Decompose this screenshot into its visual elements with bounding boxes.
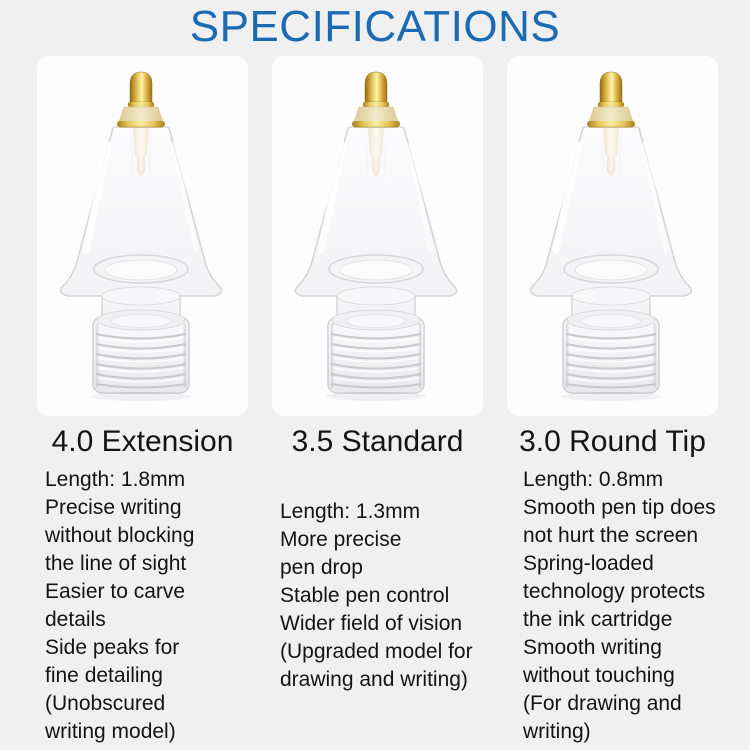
spec-line: Length: 1.8mm bbox=[45, 468, 186, 491]
spec-line: Side peaks for bbox=[45, 636, 180, 659]
pen-nib-illustration bbox=[508, 60, 718, 410]
spec-line: Stable pen control bbox=[280, 584, 450, 607]
gold-collar bbox=[354, 107, 398, 122]
product-column bbox=[272, 56, 483, 746]
spec-line: not hurt the screen bbox=[523, 524, 699, 547]
spec-line: (Upgraded model for bbox=[280, 640, 473, 663]
product-name: 4.0 Extension bbox=[51, 425, 234, 458]
product-specs bbox=[507, 466, 718, 746]
spec-line: the line of sight bbox=[45, 552, 187, 575]
spec-line: Smooth pen tip does bbox=[523, 496, 716, 519]
spec-line: (Unobscured bbox=[45, 692, 166, 715]
spec-line: Easier to carve bbox=[45, 580, 186, 603]
product-name: 3.5 Standard bbox=[291, 425, 464, 458]
spec-line: drawing and writing) bbox=[280, 668, 468, 691]
product-image-card bbox=[272, 56, 483, 416]
spec-line: More precise bbox=[280, 528, 402, 551]
gold-bullet-tip bbox=[130, 72, 152, 102]
gold-ring-band bbox=[587, 121, 635, 127]
gold-ring-band bbox=[352, 121, 400, 127]
gold-bullet-tip bbox=[600, 72, 622, 102]
product-specs bbox=[37, 466, 248, 746]
spec-line: Spring-loaded bbox=[523, 552, 654, 575]
spec-line: pen drop bbox=[280, 556, 363, 579]
spec-line: without blocking bbox=[45, 524, 195, 547]
spec-line: Length: 1.3mm bbox=[280, 500, 421, 523]
gold-bullet-tip bbox=[365, 72, 387, 102]
product-name: 3.0 Round Tip bbox=[519, 425, 706, 458]
product-column bbox=[37, 56, 248, 746]
pen-nib-illustration bbox=[38, 60, 248, 410]
spec-line: Precise writing bbox=[45, 496, 182, 519]
spec-line: Wider field of vision bbox=[280, 612, 463, 635]
product-image-card bbox=[37, 56, 248, 416]
page-title: SPECIFICATIONS bbox=[189, 2, 561, 51]
product-specs bbox=[272, 498, 483, 694]
product-column bbox=[507, 56, 718, 746]
spec-line: technology protects bbox=[523, 580, 706, 603]
spec-line: without touching bbox=[523, 664, 675, 687]
pen-nib-illustration bbox=[273, 60, 483, 410]
gold-collar bbox=[119, 107, 163, 122]
spec-line: Length: 0.8mm bbox=[523, 468, 664, 491]
spec-line: the ink cartridge bbox=[523, 608, 673, 631]
gold-ring-band bbox=[117, 121, 165, 127]
spec-line: fine detailing bbox=[45, 664, 163, 687]
gold-collar bbox=[589, 107, 633, 122]
products-grid bbox=[0, 56, 750, 746]
spec-line: writing) bbox=[523, 720, 591, 743]
spec-line: Smooth writing bbox=[523, 636, 662, 659]
spec-line: (For drawing and bbox=[523, 692, 682, 715]
product-image-card bbox=[507, 56, 718, 416]
spec-line: writing model) bbox=[45, 720, 176, 743]
spec-line: details bbox=[45, 608, 106, 631]
